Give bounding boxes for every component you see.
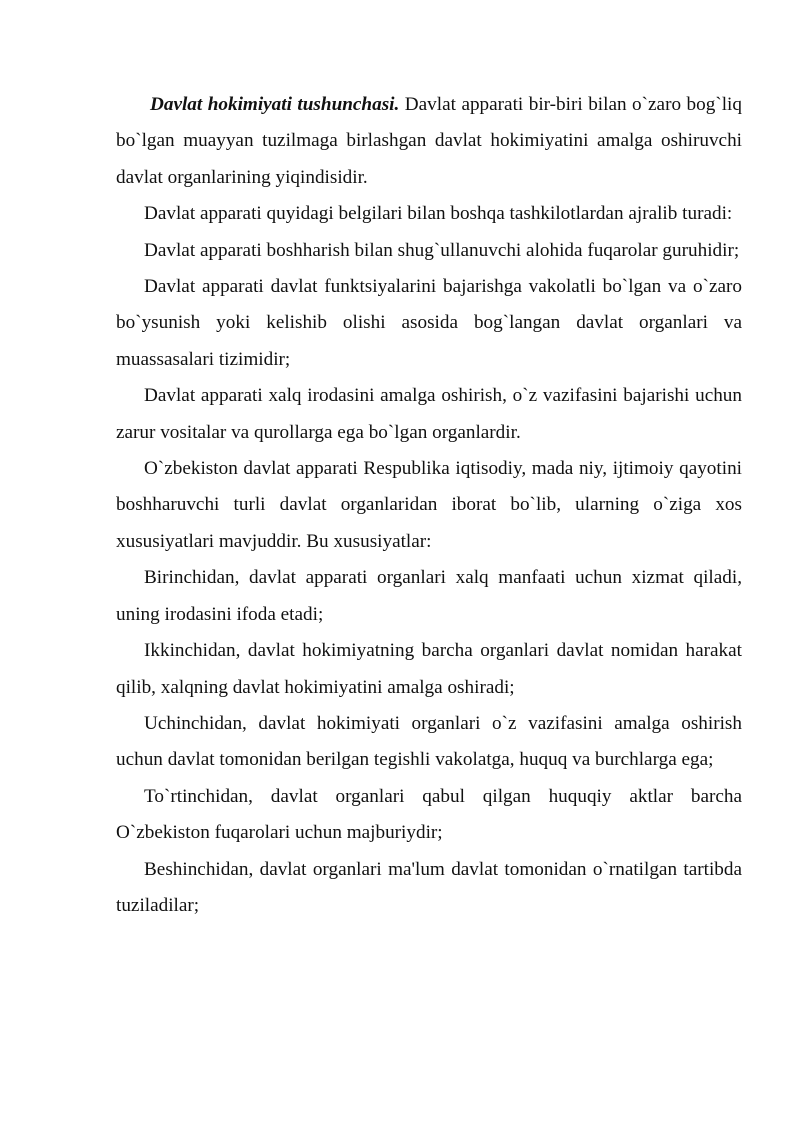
paragraph-intro: [116, 87, 742, 196]
paragraph: Birinchidan, davlat apparati organlari xalq manfaati uchun xizmat qiladi, uning irodasini ifoda etadi;: [116, 567, 742, 625]
paragraph: Ikkinchidan, davlat hokimiyatning barcha organlari davlat nomidan harakat qilib, xalqning davlat hokimiyatini amalga oshiradi;: [116, 640, 742, 698]
paragraph: O`zbekiston davlat apparati Respublika iqtisodiy, mada niy, ijtimoiy qayotini boshharuvchi turli davlat organlaridan iborat bo`lib, ularning o`ziga xos xususiyatlari mavjuddir. Bu xususiyatlar:: [116, 458, 742, 552]
paragraph: Davlat apparati davlat funktsiyalarini bajarishga vakolatli bo`lgan va o`zaro bo`ysunish yoki kelishib olishi asosida bog`langan davlat organlari va muassasalari tizimidir;: [116, 276, 742, 370]
paragraph-text: Davlat apparati bir-biri bilan o`zaro bog`liq bo`lgan muayyan tuzilmaga birlashgan davlat hokimiyatini amalga oshiruvchi davlat organlarining yiqindisidir.: [116, 94, 742, 188]
section-heading: Davlat hokimiyati tushunchasi.: [150, 94, 400, 115]
paragraph: Uchinchidan, davlat hokimiyati organlari o`z vazifasini amalga oshirish uchun davlat tomonidan berilgan tegishli vakolatga, huquq va burchlarga ega;: [116, 712, 742, 771]
paragraph: To`rtinchidan, davlat organlari qabul qilgan huquqiy aktlar barcha O`zbekiston fuqarolari uchun majburiydir;: [116, 785, 742, 844]
paragraph: Davlat apparati xalq irodasini amalga oshirish, o`z vazifasini bajarishi uchun zarur vositalar va qurollarga ega bo`lgan organlardir.: [116, 385, 742, 443]
document-page: [116, 87, 742, 924]
paragraph: Davlat apparati boshharish bilan shug`ullanuvchi alohida fuqarolar guruhidir;: [144, 239, 740, 261]
paragraph: Davlat apparati quyidagi belgilari bilan boshqa tashkilotlardan ajralib turadi:: [144, 203, 733, 225]
paragraph: Beshinchidan, davlat organlari ma'lum davlat tomonidan o`rnatilgan tartibda tuziladilar;: [116, 858, 742, 916]
